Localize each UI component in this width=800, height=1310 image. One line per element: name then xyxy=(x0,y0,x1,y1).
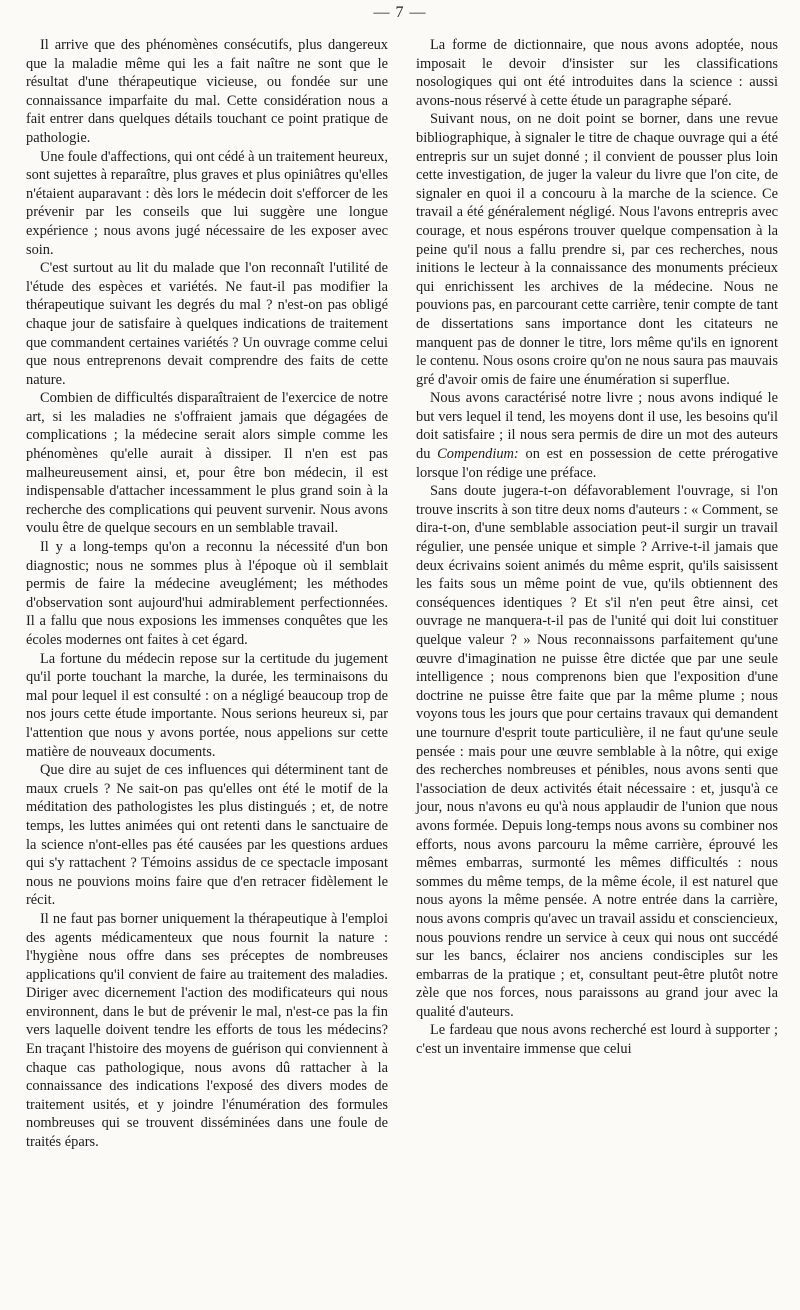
paragraph: La forme de dictionnaire, que nous avons adoptée, nous imposait le devoir d'insister sur les classifications nosologiques qui ont été introduites dans la science : aussi avons-nous réservé à cette étude un paragraphe séparé. xyxy=(416,37,778,109)
paragraph-with-compendium xyxy=(416,389,778,482)
paragraph: Il arrive que des phénomènes consécutifs, plus dangereux que la maladie même qui les a fait naître ne sont que le résultat d'une thérapeutique vicieuse, ou fondée sur une connaissance imparfaite du mal. Cette considération nous a fait entrer dans quelques détails touchant ce point pratique de pathologie. xyxy=(26,37,388,146)
paragraph: Il y a long-temps qu'on a reconnu la nécessité d'un bon diagnostic; nous ne sommes plus à l'époque où il semblait permis de faire la médecine aveuglément; les méthodes d'observation sont aujourd'hui admirablement perfectionnées. Il a fallu que nous exposions les immenses conquêtes que les écoles modernes ont faites à cet égard. xyxy=(26,539,388,648)
paragraph: Suivant nous, on ne doit point se borner, dans une revue bibliographique, à signaler le titre de chaque ouvrage qui a été entrepris sur un sujet donné ; il convient de pousser plus loin cette investigation, de juger la valeur du livre que l'on cite, de signaler en quoi il a concouru à la marche de la science. Ce travail a été généralement négligé. Nous l'avons entrepris avec courage, et nous espérons trouver quelque compensation à la peine qu'il nous a fallu prendre si, par ces recherches, nous initions le lecteur à la connaissance des monuments précieux qui enrichissent les archives de la médecine. Nous ne pouvions pas, en parcourant cette carrière, tenir compte de tant de dissertations sans importance dont les citateurs ne manquent pas de donner le titre, lors même qu'ils en ignorent le contenu. Nous osons croire qu'on ne nous saura pas mauvais gré d'avoir omis de faire une énumération si superflue. xyxy=(416,111,778,388)
paragraph: Une foule d'affections, qui ont cédé à un traitement heureux, sont sujettes à reparaître, plus graves et plus opiniâtres qu'elles n'étaient auparavant : dès lors le médecin doit s'efforcer de les prévenir par les conseils que lui suggère une longue expérience ; nous avons jugé nécessaire de les exposer avec soin. xyxy=(26,148,388,258)
right-column xyxy=(416,36,778,1152)
paragraph: Combien de difficultés disparaîtraient de l'exercice de notre art, si les maladies ne s'offraient jamais que dégagées de complications ; la médecine serait alors simple comme les phénomènes qu'elle aurait à dissiper. Il n'en est pas malheureusement ainsi, et, pour être bon médecin, il est indispensable d'attacher incessamment le plus grand soin à la recherche des complications qui peuvent survenir. Nous avons voulu être de quelque secours en un semblable travail. xyxy=(26,390,388,537)
text-columns xyxy=(26,36,778,1152)
page-number: — 7 — xyxy=(373,4,427,21)
paragraph-text: on est en possession de cette prérogative lorsque l'on rédige une préface. xyxy=(416,446,778,481)
paragraph: La fortune du médecin repose sur la certitude du jugement qu'il porte touchant la marche, la durée, les terminaisons du mal pour lequel il est consulté : on a négligé beaucoup trop de nos jours cette étude importante. Nous serions heureux si, par l'attention que nous y avons portée, nous appelions sur cette matière de nouveaux documents. xyxy=(26,650,388,760)
paragraph: Que dire au sujet de ces influences qui déterminent tant de maux cruels ? Ne sait-on pas qu'elles ont été le motif de la méditation des pathologistes les plus distingués ; et, de notre temps, les luttes animées qui ont retenti dans le sanctuaire de la science n'ont-elles pas été causées par les questions ardues qui s'y rattachent ? Témoins assidus de ce spectacle imposant nous ne pouvions moins faire que d'en retracer fidèlement le récit. xyxy=(26,762,388,909)
paragraph: Il ne faut pas borner uniquement la thérapeutique à l'emploi des agents médicamenteux que nous fournit la nature : l'hygiène nous offre dans ses préceptes de nombreuses applications qu'il convient de faire au traitement des maladies. Diriger avec dicernement l'action des modificateurs qui nous environnent, dans le but de prévenir le mal, n'est-ce pas la fin vers laquelle doivent tendre les efforts de tous les médecins? En traçant l'histoire des moyens de guérison qui conviennent à chaque cas pathologique, nous avons dû rattacher à la connaissance des indications l'exposé des divers modes de traitement usités, et y joindre l'énumération des formules nombreuses qui se trouvent disséminées dans une foule de traités épars. xyxy=(26,910,388,1151)
compendium-word: Compendium: xyxy=(437,446,519,463)
paragraph: Le fardeau que nous avons recherché est lourd à supporter ; c'est un inventaire immense que celui xyxy=(416,1022,778,1058)
paragraph-text: Nous avons caractérisé notre livre ; nous avons indiqué le but vers lequel il tend, les moyens dont il use, les besoins qu'il doit satisfaire ; il nous sera permis de dire un mot des auteurs du xyxy=(416,390,778,463)
left-column xyxy=(26,36,388,1152)
paragraph: C'est surtout au lit du malade que l'on reconnaît l'utilité de l'étude des espèces et variétés. Ne faut-il pas modifier la thérapeutique suivant les degrés du mal ? n'est-on pas obligé chaque jour de satisfaire à quelques indications de traitement que commandent certaines variétés ? Un ouvrage comme celui que nous entreprenons devait comprendre des faits de cette nature. xyxy=(26,260,388,388)
paragraph: Sans doute jugera-t-on défavorablement l'ouvrage, si l'on trouve inscrits à son titre deux noms d'auteurs : « Comment, se dira-t-on, d'une semblable association peut-il surgir un travail régulier, une pensée unique et simple ? Arrive-t-il jamais que deux écrivains soient animés du même esprit, qu'ils saisissent les faits sous un même point de vue, qu'ils obtiennent des conséquences identiques ? Et s'il n'en peut être ainsi, cet ouvrage ne manquera-t-il pas de l'unité qui doit lui constituer quelque valeur ? » Nous reconnaissons parfaitement qu'une œuvre d'imagination ne puisse être dictée que par une seule intelligence ; nous comprenons bien que l'exposition d'une doctrine ne puisse être faite que par la même plume ; nous voyons tous les jours que pour certains travaux qui demandent une tournure d'esprit toute particulière, il ne faut qu'une seule pensée : mais pour une œuvre semblable à la nôtre, qui exige des recherches nombreuses et pénibles, nous avons senti que l'association de deux activités était nécessaire : et, jusqu'à ce jour, nous n'avons eu qu'à nous applaudir de l'union que nous avons formée. Depuis long-temps nous avons su combiner nos efforts, nous avons parcouru la même carrière, éprouvé les mêmes embarras, surmonté les mêmes difficultés : nous sommes du même temps, de la même école, il est naturel que nous ayons la même pensée. A notre entrée dans la carrière, nous avons compris qu'avec un travail assidu et consciencieux, nous pouvions rendre un service à ceux qui nous ont succédé sur les bancs, éclairer nos anciens condisciples sur les embarras de la pratique ; et, consultant peut-être plutôt notre zèle que nos forces, nous paraissons au grand jour avec la qualité d'auteurs. xyxy=(416,483,778,1020)
